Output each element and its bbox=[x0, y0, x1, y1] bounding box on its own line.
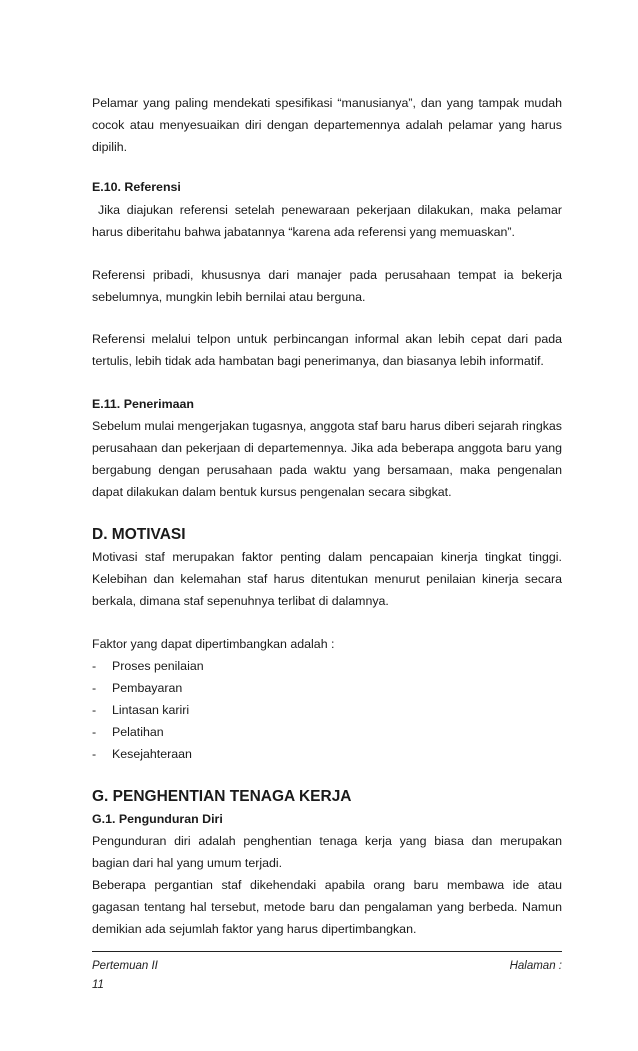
list-item bbox=[92, 677, 562, 699]
paragraph-g1-2: Beberapa pergantian staf dikehendaki apabila orang baru membawa ide atau gagasan tentang hal tersebut, metode baru dan pengalaman yang berbeda. Namun demikian ada sejumlah faktor yang harus dipertimbangkan. bbox=[92, 878, 562, 936]
list-dash: - bbox=[92, 747, 97, 761]
list-item bbox=[92, 721, 562, 743]
footer-divider bbox=[92, 951, 562, 952]
paragraph-e10-2: Referensi pribadi, khususnya dari manajer pada perusahaan tempat ia bekerja sebelumnya, mungkin lebih bernilai atau berguna. bbox=[92, 268, 562, 304]
paragraph-e10-1: Jika diajukan referensi setelah penewaraan pekerjaan dilakukan, maka pelamar harus diberitahu bahwa jabatannya “karena ada referensi yang memuaskan”. bbox=[92, 203, 562, 239]
paragraph-g1-1: Pengunduran diri adalah penghentian tenaga kerja yang biasa dan merupakan bagian dari hal yang umum terjadi. bbox=[92, 834, 562, 870]
list-item-text: Pelatihan bbox=[112, 725, 164, 739]
footer-page-label: Halaman : bbox=[509, 960, 562, 972]
list-item-text: Lintasan kariri bbox=[112, 703, 190, 717]
list-item bbox=[92, 655, 562, 677]
paragraph-d-1: Motivasi staf merupakan faktor penting dalam pencapaian kinerja tingkat tinggi. Kelebihan dan kelemahan staf harus ditentukan menurut penilaian kinerja secara berkala, dimana staf sepenuhnya terlibat di dalamnya. bbox=[92, 550, 562, 608]
heading-e11-penerimaan: E.11. Penerimaan bbox=[92, 397, 194, 411]
list-item bbox=[92, 699, 562, 721]
list-item-text: Proses penilaian bbox=[112, 659, 204, 673]
list-dash: - bbox=[92, 725, 97, 739]
list-item-text: Pembayaran bbox=[112, 681, 183, 695]
heading-e10-referensi: E.10. Referensi bbox=[92, 180, 181, 194]
footer-page-number: 11 bbox=[92, 979, 104, 991]
heading-g-penghentian: G. PENGHENTIAN TENAGA KERJA bbox=[92, 788, 352, 805]
list-dash: - bbox=[92, 659, 97, 673]
heading-g1-pengunduran: G.1. Pengunduran Diri bbox=[92, 812, 223, 826]
factor-list bbox=[92, 655, 562, 765]
list-dash: - bbox=[92, 703, 97, 717]
footer-session-label: Pertemuan II bbox=[92, 960, 158, 972]
list-dash: - bbox=[92, 681, 97, 695]
paragraph-e11-1: Sebelum mulai mengerjakan tugasnya, anggota staf baru harus diberi sejarah ringkas perusahaan dan pekerjaan di departemennya. Jika ada beberapa anggota baru yang bergabung dengan perusahaan pada waktu yang bersamaan, maka pengenalan dapat dilakukan dalam bentuk kursus pengenalan secara sibgkat. bbox=[92, 419, 562, 499]
paragraph-intro: Pelamar yang paling mendekati spesifikasi “manusianya”, dan yang tampak mudah cocok atau menyesuaikan diri dengan departemennya adalah pelamar yang harus dipilih. bbox=[92, 96, 562, 154]
paragraph-d-2: Faktor yang dapat dipertimbangkan adalah : bbox=[92, 637, 335, 651]
list-item bbox=[92, 743, 562, 765]
paragraph-e10-3: Referensi melalui telpon untuk perbincangan informal akan lebih cepat dari pada tertulis, lebih tidak ada hambatan bagi penerimanya, dan biasanya lebih informatif. bbox=[92, 332, 562, 368]
list-item-text: Kesejahteraan bbox=[112, 747, 192, 761]
heading-d-motivasi: D. MOTIVASI bbox=[92, 526, 186, 543]
